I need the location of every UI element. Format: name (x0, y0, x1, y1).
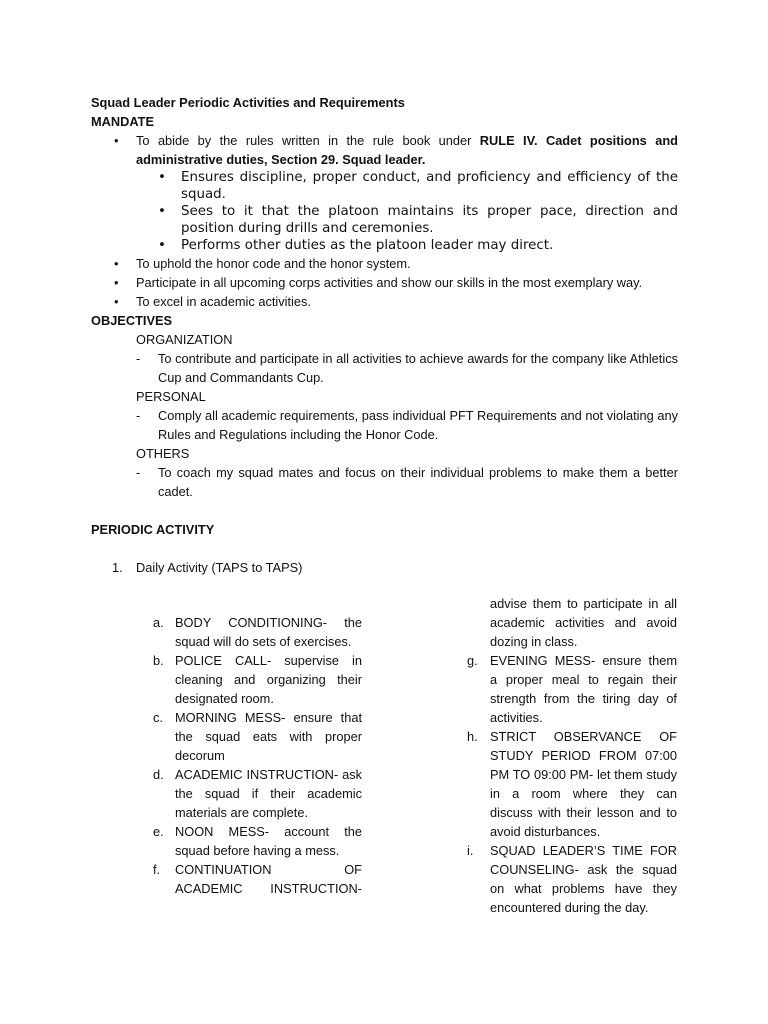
dash-marker: - (136, 408, 141, 423)
bullet-icon: • (114, 275, 119, 290)
objective-item (91, 463, 678, 501)
activity-item-f-continued: advise them to participate in all academic activities and avoid dozing in class. (490, 596, 677, 649)
bullet-icon: • (114, 256, 119, 271)
activity-text: STRICT OBSERVANCE OF STUDY PERIOD FROM 07:00 PM TO 09:00 PM- let them study in a room where they can discuss with their lesson and to avoid disturbances. (490, 729, 677, 839)
mandate-sub-item-text: Performs other duties as the platoon leader may direct. (181, 238, 554, 253)
mandate-item-1-text: To abide by the rules written in the rule book under (136, 133, 480, 148)
activity-text: NOON MESS- account the squad before having a mess. (175, 824, 362, 858)
objective-label-organization: ORGANIZATION (136, 332, 233, 347)
dash-marker: - (136, 465, 141, 480)
activity-item-c (153, 708, 362, 765)
mandate-list (91, 131, 678, 311)
spacer (91, 501, 678, 520)
item-letter: i. (467, 843, 474, 858)
activity-text: POLICE CALL- supervise in cleaning and organizing their designated room. (175, 653, 362, 706)
mandate-sub-item (136, 203, 678, 237)
document-page (91, 93, 678, 577)
item-letter: g. (467, 653, 478, 668)
activity-item-g (467, 651, 677, 727)
activity-column-right (467, 594, 677, 917)
spacer (91, 539, 678, 558)
activity-text: CONTINUATION OF ACADEMIC INSTRUCTION- (175, 862, 362, 896)
activity-text: BODY CONDITIONING- the squad will do sets of exercises. (175, 615, 362, 649)
activity-item-b (153, 651, 362, 708)
objective-item (91, 349, 678, 387)
document-title: Squad Leader Periodic Activities and Requirements (91, 95, 405, 110)
mandate-heading: MANDATE (91, 114, 155, 129)
mandate-sub-item-text: Ensures discipline, proper conduct, and proficiency and efficiency of the squad. (181, 170, 678, 202)
daily-activity-item (91, 558, 678, 577)
sub-bullet-icon: • (158, 238, 166, 253)
activity-item-e (153, 822, 362, 860)
activity-text: EVENING MESS- ensure them a proper meal to regain their strength from the tiring day of activities. (490, 653, 677, 725)
sub-bullet-icon: • (158, 204, 166, 219)
dash-marker: - (136, 351, 141, 366)
mandate-sub-item (136, 169, 678, 203)
mandate-item-1 (91, 131, 678, 254)
daily-activity-label: Daily Activity (TAPS to TAPS) (136, 560, 303, 575)
bullet-icon: • (114, 133, 119, 148)
item-letter: e. (153, 824, 164, 839)
item-letter: b. (153, 653, 164, 668)
mandate-item-3-text: Participate in all upcoming corps activities and show our skills in the most exemplary way. (136, 275, 643, 290)
objective-label-others: OTHERS (136, 446, 190, 461)
activity-text: SQUAD LEADER’S TIME FOR COUNSELING- ask the squad on what problems have they encountered during the day. (490, 843, 677, 915)
item-number: 1. (112, 560, 123, 575)
activity-text: ACADEMIC INSTRUCTION- ask the squad if their academic materials are complete. (175, 767, 362, 820)
mandate-item-4 (91, 292, 678, 311)
item-letter: d. (153, 767, 164, 782)
activity-item-h (467, 727, 677, 841)
mandate-item-2 (91, 254, 678, 273)
periodic-activity-heading: PERIODIC ACTIVITY (91, 522, 215, 537)
bullet-icon: • (114, 294, 119, 309)
mandate-sub-item-text: Sees to it that the platoon maintains its proper pace, direction and position during drills and ceremonies. (181, 204, 678, 236)
objective-item (91, 406, 678, 444)
activity-item-d (153, 765, 362, 822)
item-letter: a. (153, 615, 164, 630)
sub-bullet-icon: • (158, 170, 166, 185)
activity-column-left (153, 613, 362, 898)
mandate-item-2-text: To uphold the honor code and the honor system. (136, 256, 411, 271)
mandate-item-1-rule: RULE IV. Cadet positions and administrative duties, Section 29. Squad leader. (136, 133, 678, 167)
activity-text: MORNING MESS- ensure that the squad eats with proper decorum (175, 710, 362, 763)
mandate-item-3 (91, 273, 678, 292)
activity-item-f (153, 860, 362, 898)
mandate-sub-list (136, 169, 678, 254)
mandate-item-4-text: To excel in academic activities. (136, 294, 311, 309)
objective-text: To coach my squad mates and focus on their individual problems to make them a better cadet. (158, 465, 678, 499)
objective-label-personal: PERSONAL (136, 389, 206, 404)
item-letter: h. (467, 729, 478, 744)
objective-text: Comply all academic requirements, pass individual PFT Requirements and not violating any Rules and Regulations including the Honor Code. (158, 408, 678, 442)
activity-item-i (467, 841, 677, 917)
objectives-heading: OBJECTIVES (91, 313, 173, 328)
item-letter: f. (153, 862, 161, 877)
activity-item-a (153, 613, 362, 651)
mandate-sub-item (136, 237, 678, 254)
item-letter: c. (153, 710, 163, 725)
objective-text: To contribute and participate in all activities to achieve awards for the company like Athletics Cup and Commandants Cup. (158, 351, 678, 385)
